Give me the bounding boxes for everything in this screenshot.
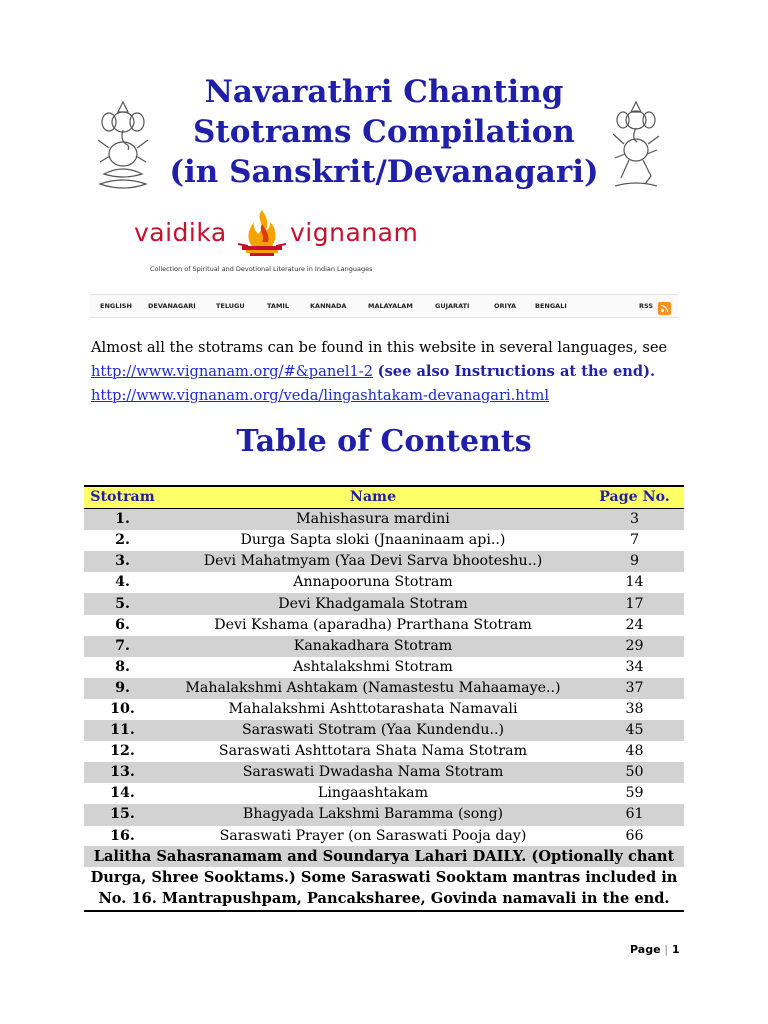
stotram-name: Kanakadhara Stotram xyxy=(161,636,585,657)
nav-item-malayalam[interactable]: MALAYALAM xyxy=(368,302,413,310)
rss-icon[interactable] xyxy=(658,302,671,315)
page-number-cell: 37 xyxy=(585,678,684,699)
stotram-number: 13. xyxy=(84,762,161,783)
note-line-2: Durga, Shree Sooktams.) Some Saraswati Sooktam mantras included in xyxy=(90,869,678,886)
page-number-cell: 61 xyxy=(585,804,684,825)
table-row xyxy=(84,530,684,551)
nav-item-kannada[interactable]: KANNADA xyxy=(310,302,347,310)
page-number-cell: 48 xyxy=(625,743,644,760)
table-row xyxy=(84,720,684,741)
stotram-name: Mahishasura mardini xyxy=(161,509,585,531)
column-header-stotram: Stotram xyxy=(84,486,161,509)
page-number: 1 xyxy=(671,943,680,956)
table-row xyxy=(84,551,684,572)
stotram-number: 15. xyxy=(84,804,161,825)
stotram-name: Mahalakshmi Ashttotarashata Namavali xyxy=(228,700,518,717)
stotram-number: 5. xyxy=(84,593,161,614)
table-row xyxy=(84,826,684,847)
note-line-1: Lalitha Sahasranamam and Soundarya Lahari DAILY. (Optionally chant xyxy=(84,846,684,867)
page-number-cell: 66 xyxy=(625,827,644,844)
page-number-cell: 45 xyxy=(585,720,684,741)
table-row xyxy=(84,509,684,531)
page-number-cell: 17 xyxy=(585,593,684,614)
daily-chanting-note xyxy=(84,846,684,909)
stotram-number: 11. xyxy=(84,720,161,741)
page-number-cell: 59 xyxy=(625,785,644,802)
table-header-row xyxy=(84,486,684,509)
table-row xyxy=(84,636,684,657)
stotram-number: 3. xyxy=(84,551,161,572)
ganesha-illustration-left xyxy=(92,98,154,194)
stotram-name: Saraswati Ashttotara Shata Nama Stotram xyxy=(218,743,528,760)
stotram-name: Lingaashtakam xyxy=(317,785,429,802)
stotram-number: 1. xyxy=(84,509,161,531)
page-footer xyxy=(630,943,680,956)
intro-text: Almost all the stotrams can be found in this website in several languages, see xyxy=(91,339,668,356)
page-number-cell: 29 xyxy=(585,636,684,657)
title-line-1: Navarathri Chanting xyxy=(204,74,564,110)
stotram-number: 10. xyxy=(110,700,135,717)
stotram-name: Ashtalakshmi Stotram xyxy=(293,658,453,675)
nav-item-telugu[interactable]: TELUGU xyxy=(216,302,245,310)
nav-item-gujarati[interactable]: GUJARATI xyxy=(435,302,470,310)
stotram-number: 4. xyxy=(115,574,130,591)
page-number-cell: 9 xyxy=(585,551,684,572)
stotram-name: Devi Kshama (aparadha) Prarthana Stotram xyxy=(214,616,532,633)
nav-item-english[interactable]: ENGLISH xyxy=(100,302,132,310)
logo-left-word: vaidika xyxy=(134,218,227,247)
lingashtakam-link[interactable]: http://www.vignanam.org/veda/lingashtakam-devanagari.html xyxy=(91,387,550,404)
page-number-cell: 7 xyxy=(629,532,640,549)
table-row xyxy=(84,615,684,636)
stotram-name: Saraswati Dwadasha Nama Stotram xyxy=(161,762,585,783)
table-row xyxy=(84,741,684,762)
stotram-name: Durga Sapta sloki (Jnaaninaam api..) xyxy=(240,532,506,549)
page-number-cell: 14 xyxy=(625,574,644,591)
stotram-name: Devi Khadgamala Stotram xyxy=(161,593,585,614)
stotram-name: Saraswati Stotram (Yaa Kundendu..) xyxy=(161,720,585,741)
nav-item-devanagari[interactable]: DEVANAGARI xyxy=(148,302,196,310)
note-line-3: No. 16. Mantrapushpam, Pancaksharee, Govinda namavali in the end. xyxy=(98,890,670,907)
stotram-name: Devi Mahatmyam (Yaa Devi Sarva bhooteshu..) xyxy=(161,551,585,572)
stotram-name: Mahalakshmi Ashtakam (Namastestu Mahaamaye..) xyxy=(161,678,585,699)
vignanam-panel-link[interactable]: http://www.vignanam.org/#&panel1-2 xyxy=(91,363,374,380)
title-line-2: Stotrams Compilation xyxy=(193,114,575,150)
nav-item-bengali[interactable]: BENGALI xyxy=(535,302,567,310)
footer-separator: | xyxy=(664,943,669,956)
nav-item-oriya[interactable]: ORIYA xyxy=(494,302,517,310)
table-row xyxy=(84,762,684,783)
table-bottom-rule xyxy=(84,910,684,912)
vaidika-vignanam-logo[interactable] xyxy=(134,206,424,266)
stotram-name: Annapooruna Stotram xyxy=(293,574,453,591)
column-header-page: Page No. xyxy=(585,486,684,509)
table-row xyxy=(84,699,684,720)
stotram-number: 2. xyxy=(115,532,130,549)
table-row xyxy=(84,593,684,614)
page-number-cell: 38 xyxy=(625,700,644,717)
table-row xyxy=(84,572,684,593)
contents-table xyxy=(84,485,684,847)
intro-paragraph xyxy=(91,336,691,408)
table-row xyxy=(84,657,684,678)
page-label: Page xyxy=(630,943,661,956)
stotram-number: 14. xyxy=(110,785,135,802)
stotram-name: Bhagyada Lakshmi Baramma (song) xyxy=(161,804,585,825)
page-number-cell: 3 xyxy=(585,509,684,531)
table-row xyxy=(84,678,684,699)
page-number-cell: 24 xyxy=(625,616,644,633)
logo-right-word: vignanam xyxy=(290,218,419,247)
language-nav-bar xyxy=(90,294,678,318)
table-row xyxy=(84,804,684,825)
stotram-number: 6. xyxy=(115,616,130,633)
column-header-name: Name xyxy=(161,486,585,509)
page-number-cell: 34 xyxy=(625,658,644,675)
page-number-cell: 50 xyxy=(585,762,684,783)
site-tagline: Collection of Spiritual and Devotional Literature in Indian Languages xyxy=(150,265,373,273)
sacred-fire-icon xyxy=(234,206,290,260)
stotram-number: 16. xyxy=(110,827,135,844)
stotram-number: 9. xyxy=(84,678,161,699)
title-line-3: (in Sanskrit/Devanagari) xyxy=(169,154,599,190)
nav-item-tamil[interactable]: TAMIL xyxy=(267,302,289,310)
table-row xyxy=(84,783,684,804)
instructions-note: (see also Instructions at the end). xyxy=(377,363,656,380)
stotram-number: 8. xyxy=(115,658,130,675)
toc-heading: Table of Contents xyxy=(236,424,532,459)
stotram-number: 7. xyxy=(84,636,161,657)
stotram-name: Saraswati Prayer (on Saraswati Pooja day) xyxy=(219,827,527,844)
stotram-number: 12. xyxy=(110,743,135,760)
ganesha-illustration-right xyxy=(605,98,667,194)
nav-rss-label[interactable]: RSS xyxy=(639,302,654,310)
